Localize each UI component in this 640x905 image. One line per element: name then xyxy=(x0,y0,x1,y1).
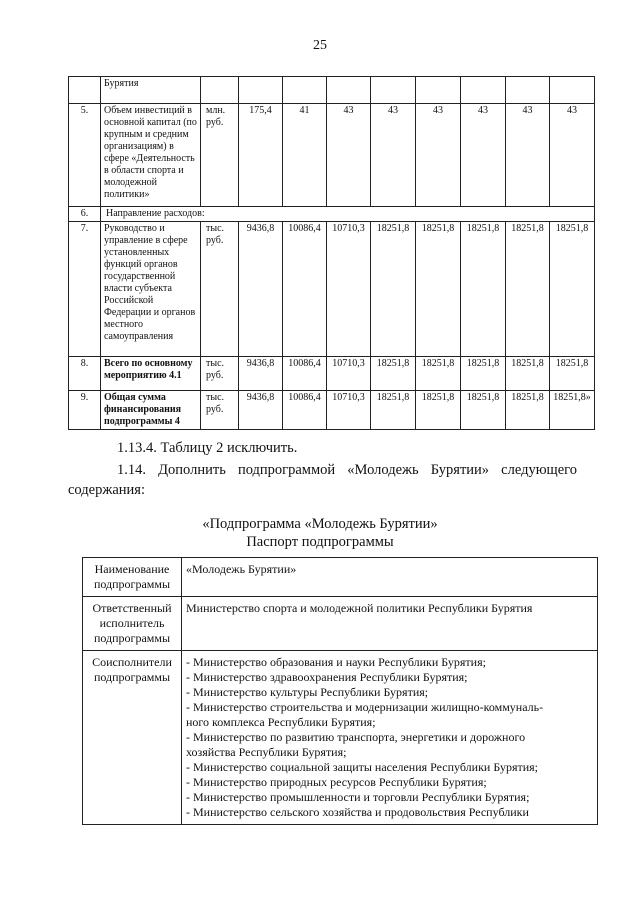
value-cell: 43 xyxy=(416,104,461,207)
value-cell xyxy=(327,77,371,104)
passport-label: Соисполнители подпрограммы xyxy=(83,651,182,825)
value-cell: 9436,8 xyxy=(239,391,283,430)
value-cell: 175,4 xyxy=(239,104,283,207)
unit-cell: тыс. руб. xyxy=(201,222,239,357)
indicator-name: Всего по основному мероприятию 4.1 xyxy=(101,357,201,391)
passport-line: - Министерство социальной защиты населения Республики Бурятия; xyxy=(186,760,538,774)
value-cell: 18251,8 xyxy=(461,391,506,430)
value-cell: 18251,8 xyxy=(371,357,416,391)
value-cell: 10086,4 xyxy=(283,391,327,430)
passport-line: - Министерство сельского хозяйства и продовольствия Республики xyxy=(186,805,529,819)
value-cell: 10710,3 xyxy=(327,222,371,357)
value-cell: 43 xyxy=(550,104,595,207)
unit-cell: тыс. руб. xyxy=(201,357,239,391)
value-cell xyxy=(506,77,550,104)
value-cell: 10086,4 xyxy=(283,222,327,357)
row-number: 9. xyxy=(69,391,101,430)
value-cell: 18251,8 xyxy=(416,391,461,430)
paragraph-continuation: содержания: xyxy=(68,482,146,498)
value-cell: 9436,8 xyxy=(239,222,283,357)
passport-row xyxy=(83,558,598,597)
value-cell: 18251,8 xyxy=(371,391,416,430)
table-row xyxy=(69,391,595,430)
paragraph-add-subprogram: 1.14. Дополнить подпрограммой «Молодежь Бурятии» следующего xyxy=(117,462,577,478)
passport-row xyxy=(83,597,598,651)
passport-table xyxy=(82,557,598,825)
table-row xyxy=(69,207,595,222)
value-cell xyxy=(371,77,416,104)
subprogram-title: «Подпрограмма «Молодежь Бурятии» xyxy=(202,516,438,532)
passport-line: Министерство спорта и молодежной политики Республики Бурятия xyxy=(186,601,533,615)
value-cell: 18251,8 xyxy=(416,222,461,357)
passport-line: - Министерство культуры Республики Бурятия; xyxy=(186,685,429,699)
value-cell: 18251,8 xyxy=(506,391,550,430)
value-cell: 43 xyxy=(506,104,550,207)
indicator-name: Общая сумма финансирования подпрограммы 4 xyxy=(101,391,201,430)
value-cell: 10086,4 xyxy=(283,357,327,391)
table-row xyxy=(69,104,595,207)
value-cell: 43 xyxy=(371,104,416,207)
passport-value xyxy=(182,651,598,825)
passport-line: ного комплекса Республики Бурятия; xyxy=(186,715,376,729)
value-cell xyxy=(283,77,327,104)
value-cell: 10710,3 xyxy=(327,391,371,430)
value-cell: 43 xyxy=(327,104,371,207)
value-cell: 41 xyxy=(283,104,327,207)
indicator-name: Руководство и управление в сфере установленных функций органов государственной власти субъекта Российской Федерации и органов местного самоуправления xyxy=(101,222,201,357)
passport-line: - Министерство по развитию транспорта, энергетики и дорожного xyxy=(186,730,526,744)
value-cell xyxy=(239,77,283,104)
row-number xyxy=(69,77,101,104)
unit-cell: млн. руб. xyxy=(201,104,239,207)
row-number: 6. xyxy=(69,207,101,222)
value-cell: 43 xyxy=(461,104,506,207)
passport-title: Паспорт подпрограммы xyxy=(246,534,394,550)
table-row xyxy=(69,77,595,104)
value-cell: 18251,8» xyxy=(550,391,595,430)
value-cell xyxy=(416,77,461,104)
passport-label: Ответственный исполнитель подпрограммы xyxy=(83,597,182,651)
value-cell: 18251,8 xyxy=(461,357,506,391)
paragraph-table-removal: 1.13.4. Таблицу 2 исключить. xyxy=(117,440,298,456)
passport-line: - Министерство строительства и модернизации жилищно-коммуналь- xyxy=(186,700,544,714)
value-cell: 10710,3 xyxy=(327,357,371,391)
passport-line: - Министерство здравоохранения Республики Бурятия; xyxy=(186,670,468,684)
unit-cell: тыс. руб. xyxy=(201,391,239,430)
value-cell xyxy=(461,77,506,104)
passport-label: Наименование подпрограммы xyxy=(83,558,182,597)
passport-line: хозяйства Республики Бурятия; xyxy=(186,745,347,759)
passport-line: - Министерство промышленности и торговли Республики Бурятия; xyxy=(186,790,530,804)
value-cell: 18251,8 xyxy=(550,357,595,391)
passport-value xyxy=(182,558,598,597)
indicators-table xyxy=(68,76,595,430)
passport-row xyxy=(83,651,598,825)
unit-cell xyxy=(201,77,239,104)
passport-value xyxy=(182,597,598,651)
table-row xyxy=(69,357,595,391)
value-cell: 18251,8 xyxy=(461,222,506,357)
value-cell: 9436,8 xyxy=(239,357,283,391)
row-number: 8. xyxy=(69,357,101,391)
value-cell: 18251,8 xyxy=(550,222,595,357)
page-number: 25 xyxy=(313,38,327,53)
passport-line: - Министерство природных ресурсов Республики Бурятия; xyxy=(186,775,487,789)
value-cell: 18251,8 xyxy=(506,222,550,357)
indicator-name: Объем инвестиций в основной капитал (по крупным и средним организациям) в сфере «Деятельность в области спорта и молодежной политики» xyxy=(101,104,201,207)
table-row xyxy=(69,222,595,357)
row-number: 5. xyxy=(69,104,101,207)
row-number: 7. xyxy=(69,222,101,357)
value-cell: 18251,8 xyxy=(416,357,461,391)
value-cell: 18251,8 xyxy=(371,222,416,357)
value-cell: 18251,8 xyxy=(506,357,550,391)
indicator-name: Бурятия xyxy=(101,77,201,104)
value-cell xyxy=(550,77,595,104)
passport-line: - Министерство образования и науки Республики Бурятия; xyxy=(186,655,486,669)
passport-line: «Молодежь Бурятии» xyxy=(186,562,297,576)
section-label: Направление расходов: xyxy=(101,207,595,222)
